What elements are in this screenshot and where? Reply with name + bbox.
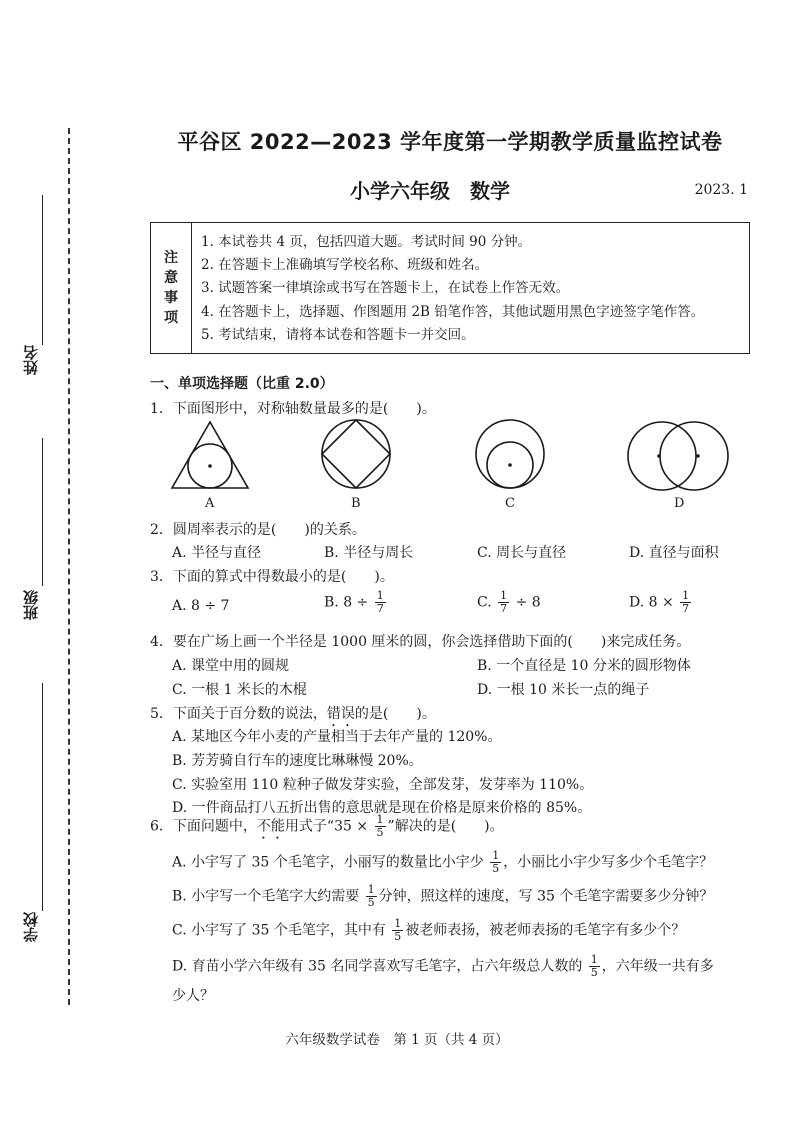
option: A. 半径与直径 bbox=[172, 545, 262, 561]
exam-subtitle: 小学六年级 数学 bbox=[350, 179, 510, 203]
option-text: C. bbox=[477, 594, 492, 611]
fraction: $\frac{1}{5}$ bbox=[367, 883, 375, 909]
notice-list bbox=[201, 231, 704, 347]
question-5-stem: 5．下面关于百分数的说法，错误的是( )。 bbox=[150, 706, 436, 722]
option: A. 小宇写了 35 个毛笔字，小丽写的数量比小宇少 $\frac{1}{5}$ ，小丽比小宇少写多少个毛笔字？ bbox=[172, 849, 714, 875]
figure-label: B bbox=[351, 496, 361, 511]
option: C. 实验室用 110 粒种子做发芽实验，全部发芽，发芽率为 110%。 bbox=[172, 777, 594, 793]
fraction: $\frac{1}{7}$ bbox=[682, 589, 690, 615]
option bbox=[477, 590, 541, 615]
name-line bbox=[42, 195, 43, 345]
figure-label: C bbox=[505, 496, 515, 511]
section-title: 一、单项选择题（比重 2.0） bbox=[150, 376, 334, 392]
option: A. 8 ÷ 7 bbox=[172, 598, 230, 614]
option: D. 一件商品打八五折出售的意思就是现在价格是原来价格的 85%。 bbox=[172, 800, 592, 816]
class-label: 班级 bbox=[22, 590, 40, 620]
option: C. 周长与直径 bbox=[477, 545, 567, 561]
option: A. 某地区今年小麦的产量相当于去年产量的 120%。 bbox=[172, 729, 502, 745]
school-label: 学校 bbox=[22, 912, 40, 942]
option-continuation: 少人？ bbox=[172, 988, 214, 1004]
notice-item: 1. 本试卷共 4 页，包括四道大题。考试时间 90 分钟。 bbox=[201, 234, 532, 250]
notice-item: 5. 考试结束，请将本试卷和答题卡一并交回。 bbox=[201, 326, 475, 343]
notice-heading-char: 意 bbox=[164, 270, 178, 286]
option: C. 一根 1 米长的木棍 bbox=[172, 682, 307, 698]
option-text: B. 8 ÷ bbox=[324, 594, 369, 611]
option: B. 半径与周长 bbox=[324, 545, 414, 561]
notice-heading-char: 事 bbox=[164, 290, 178, 306]
emphasis-text: 错误 bbox=[326, 706, 355, 722]
question-2-stem: 2．圆周率表示的是( )的关系。 bbox=[150, 522, 366, 538]
notice-heading-char: 项 bbox=[164, 310, 178, 326]
option: B. 小宇写一个毛笔字大约需要 $\frac{1}{5}$ 分钟，照这样的速度，写 35 个毛笔字需要多少分钟？ bbox=[172, 883, 714, 909]
page-footer: 六年级数学试卷 第 1 页（共 4 页） bbox=[285, 1032, 509, 1048]
notice-heading bbox=[151, 223, 192, 353]
notice-item: 4. 在答题卡上，选择题、作图题用 2B 铅笔作答，其他试题用黑色字迹签字笔作答。 bbox=[201, 303, 705, 320]
option: D. 育苗小学六年级有 35 名同学喜欢写毛笔字，占六年级总人数的 $\frac{1}{5}$ ，六年级一共有多 bbox=[172, 953, 714, 979]
emphasis-text: 不能 bbox=[256, 818, 285, 835]
option-text: D. 8 × bbox=[629, 594, 674, 611]
class-line bbox=[42, 438, 43, 586]
option-text: ÷ 8 bbox=[515, 594, 541, 611]
option: C. 小宇写了 35 个毛笔字，其中有 $\frac{1}{5}$ 被老师表扬，被老师表扬的毛笔字有多少个？ bbox=[172, 917, 686, 943]
fraction: $\frac{1}{7}$ bbox=[500, 589, 508, 615]
figure-label: D bbox=[674, 496, 685, 511]
fraction: $\frac{1}{5}$ bbox=[376, 813, 384, 839]
option: B. 芳芳骑自行车的速度比琳琳慢 20%。 bbox=[172, 753, 423, 769]
notice-item: 2. 在答题卡上准确填写学校名称、班级和姓名。 bbox=[201, 257, 489, 274]
figure-d-overlapping-circles bbox=[626, 420, 730, 492]
question-1-stem: 1．下面图形中，对称轴数量最多的是( )。 bbox=[150, 401, 436, 417]
question-4-stem: 4．要在广场上画一个半径是 1000 厘米的圆，你会选择借助下面的( )来完成任务。 bbox=[150, 634, 691, 650]
figure-label: A bbox=[205, 496, 215, 511]
figure-b-circle-square bbox=[320, 418, 392, 490]
figure-c-inner-circles bbox=[474, 418, 546, 490]
name-label: 姓名 bbox=[22, 345, 40, 375]
fraction: $\frac{1}{5}$ bbox=[394, 917, 402, 943]
option: D. 一根 10 米长一点的绳子 bbox=[477, 682, 650, 698]
option bbox=[324, 590, 388, 615]
fraction: $\frac{1}{5}$ bbox=[590, 953, 598, 979]
notice-box bbox=[150, 222, 750, 354]
option: D. 直径与面积 bbox=[629, 545, 719, 561]
fraction: $\frac{1}{7}$ bbox=[376, 589, 384, 615]
option: B. 一个直径是 10 分米的圆形物体 bbox=[477, 658, 691, 674]
option bbox=[629, 590, 693, 615]
question-6-stem: 6．下面问题中，不能用式子“35 × $\frac{1}{5}$ ”解决的是( )。 bbox=[150, 813, 504, 839]
page-title: 平谷区 2022—2023 学年度第一学期教学质量监控试卷 bbox=[177, 130, 723, 154]
exam-date: 2023. 1 bbox=[694, 182, 748, 198]
notice-item: 3. 试题答案一律填涂或书写在答题卡上，在试卷上作答无效。 bbox=[201, 280, 570, 297]
binding-dashed-line bbox=[68, 128, 70, 1005]
notice-heading-char: 注 bbox=[164, 250, 178, 266]
figure-a-triangle-circle bbox=[170, 420, 250, 492]
fraction: $\frac{1}{5}$ bbox=[492, 849, 500, 875]
question-3-stem: 3．下面的算式中得数最小的是( )。 bbox=[150, 569, 394, 585]
option: A. 课堂中用的圆规 bbox=[172, 658, 290, 674]
school-line bbox=[42, 683, 43, 911]
